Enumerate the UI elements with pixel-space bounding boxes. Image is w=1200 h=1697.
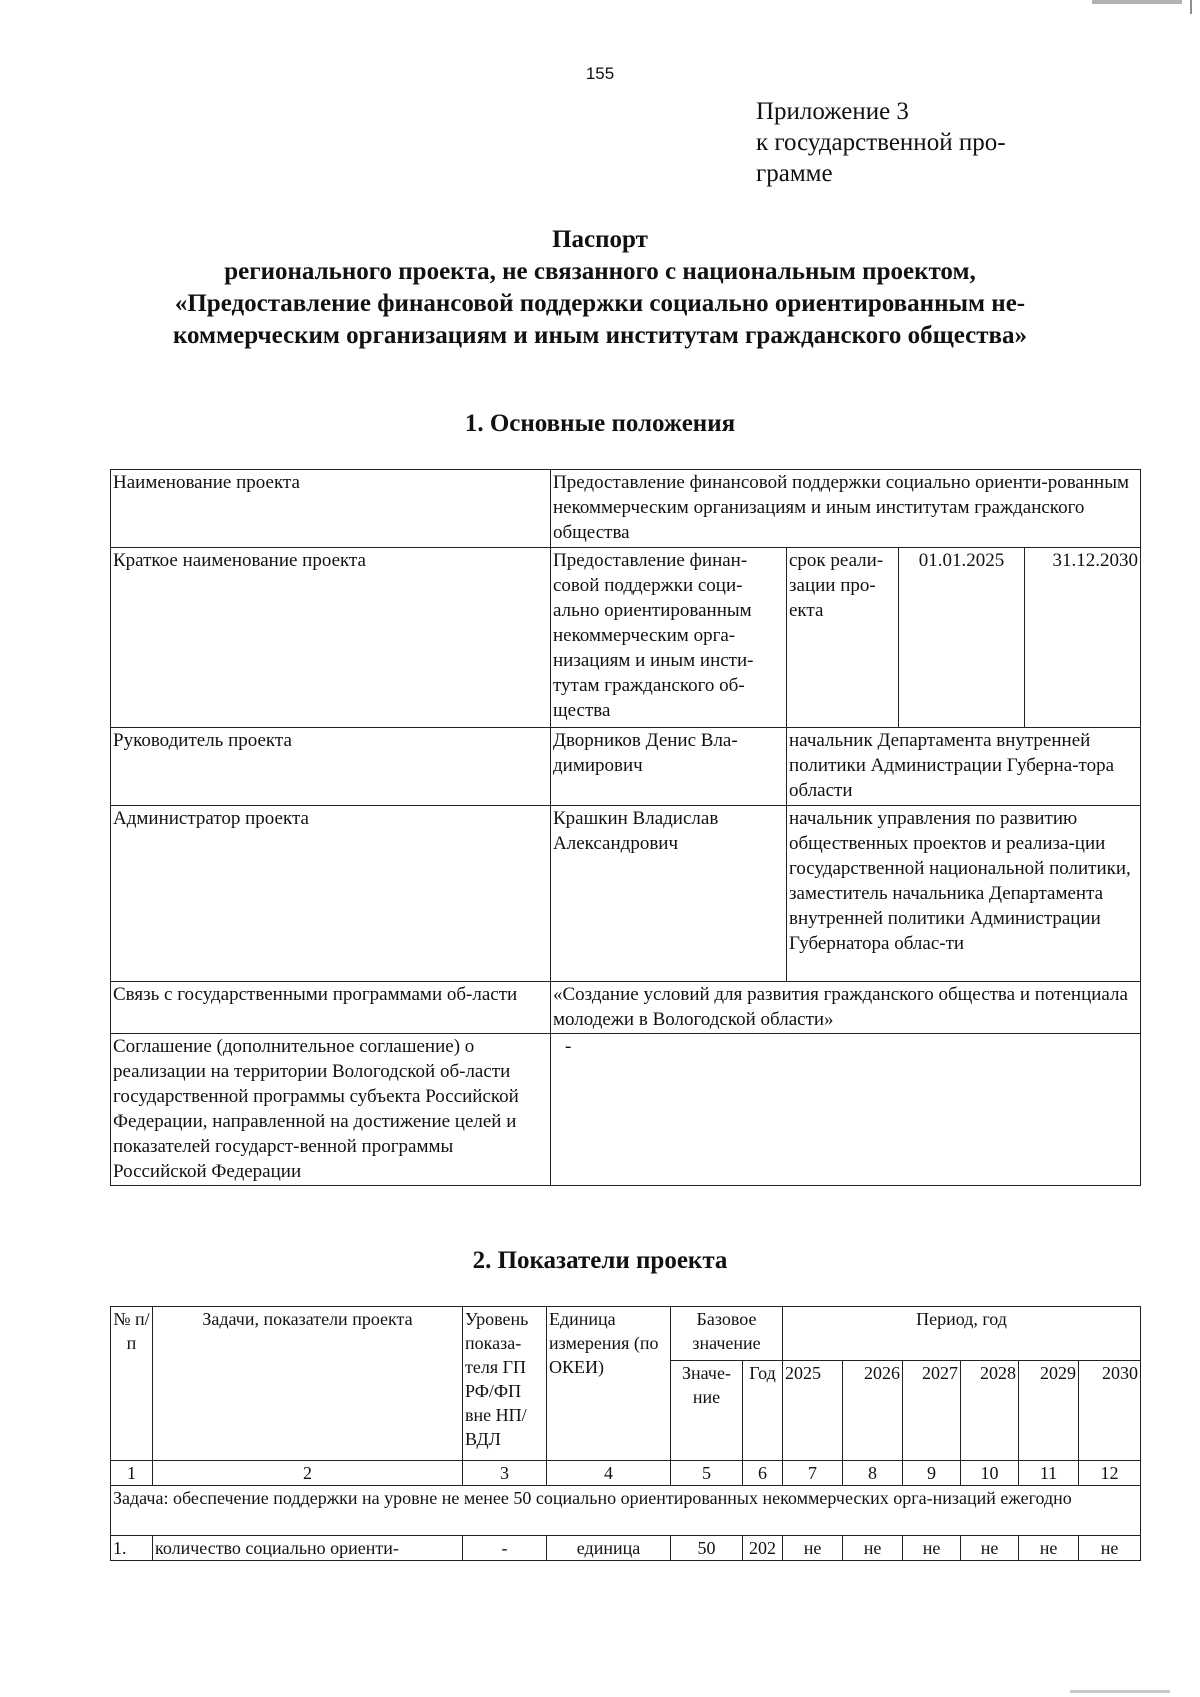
- basic-provisions-table: [110, 469, 1141, 1186]
- year-header: 2028: [961, 1361, 1019, 1461]
- table-cell: Крашкин Владислав Александрович: [551, 806, 787, 982]
- column-number: 4: [547, 1461, 671, 1486]
- title-line: «Предоставление финансовой поддержки социально ориентированным не-: [174, 290, 1026, 317]
- table-cell: 31.12.2030: [1025, 548, 1141, 728]
- document-title: [60, 224, 1140, 352]
- year-header: 2030: [1079, 1361, 1141, 1461]
- table-cell: не: [783, 1536, 843, 1561]
- table-cell: единица: [547, 1536, 671, 1561]
- table-cell: -: [463, 1536, 547, 1561]
- section-heading: 1. Основные положения: [464, 410, 736, 437]
- column-number: 2: [153, 1461, 463, 1486]
- table-cell: 01.01.2025: [899, 548, 1025, 728]
- table-cell: 50: [671, 1536, 743, 1561]
- year-header: 2029: [1019, 1361, 1079, 1461]
- column-number: 9: [903, 1461, 961, 1486]
- table-cell: количество социально ориенти-: [153, 1536, 463, 1561]
- header-cell: № п/п: [111, 1307, 153, 1461]
- table-cell: Связь с государственными программами об-ласти: [111, 982, 551, 1034]
- column-number: 12: [1079, 1461, 1141, 1486]
- table-cell: Соглашение (дополнительное соглашение) о реализации на территории Вологодской об-ласти государственной программы субъекта Российской Федерации, направленной на достижение целей и показателей государст-венной программы Российской Федерации: [111, 1034, 551, 1186]
- header-cell: Задачи, показатели проекта: [153, 1307, 463, 1461]
- column-number: 11: [1019, 1461, 1079, 1486]
- header-cell: Период, год: [783, 1307, 1141, 1361]
- column-number: 5: [671, 1461, 743, 1486]
- table-cell: не: [961, 1536, 1019, 1561]
- table-cell: «Создание условий для развития гражданского общества и потенциала молодежи в Вологодской области»: [551, 982, 1141, 1034]
- table-cell: 202: [743, 1536, 783, 1561]
- scan-artifact: [1190, 0, 1192, 14]
- year-header: 2025: [783, 1361, 843, 1461]
- year-header: 2026: [843, 1361, 903, 1461]
- page-number: 155: [585, 64, 615, 83]
- title-line: коммерческим организациям и иным институтам гражданского общества»: [172, 322, 1028, 349]
- appendix-line: Приложение 3: [756, 98, 909, 125]
- appendix-note: [756, 96, 1086, 189]
- table-cell: Администратор проекта: [111, 806, 551, 982]
- table-cell: Руководитель проекта: [111, 728, 551, 806]
- table-cell: начальник Департамента внутренней политики Администрации Губерна-тора области: [787, 728, 1141, 806]
- table-cell: Предоставление финан-совой поддержки соци-ально ориентированным некоммерческим орга-низациям и иным инсти-тутам гражданского об-щества: [551, 548, 787, 728]
- appendix-line: к государственной про-: [756, 129, 1006, 156]
- section-heading: 2. Показатели проекта: [472, 1247, 728, 1274]
- column-number: 6: [743, 1461, 783, 1486]
- header-cell: Базовое значение: [671, 1307, 783, 1361]
- header-cell: Единица измерения (по ОКЕИ): [547, 1307, 671, 1461]
- table-cell: Дворников Денис Вла-димирович: [551, 728, 787, 806]
- header-cell: Год: [743, 1361, 783, 1461]
- column-number: 3: [463, 1461, 547, 1486]
- table-cell: начальник управления по развитию общественных проектов и реализа-ции государственной национальной политики, заместитель начальника Департамента внутренней политики Администрации Губернатора облас-ти: [787, 806, 1141, 982]
- title-line: регионального проекта, не связанного с национальным проектом,: [224, 258, 976, 285]
- scan-artifact: [1092, 0, 1182, 4]
- task-row: Задача: обеспечение поддержки на уровне не менее 50 социально ориентированных некоммерческих орга-низаций ежегодно: [111, 1486, 1141, 1536]
- appendix-line: грамме: [756, 160, 833, 187]
- table-cell: срок реали-зации про-екта: [787, 548, 899, 728]
- table-cell: не: [903, 1536, 961, 1561]
- year-header: 2027: [903, 1361, 961, 1461]
- header-cell: Значе-ние: [671, 1361, 743, 1461]
- scan-artifact: [1070, 1690, 1170, 1693]
- header-cell: Уровень показа-теля ГП РФ/ФП вне НП/ВДЛ: [463, 1307, 547, 1461]
- table-cell: Предоставление финансовой поддержки социально ориенти-рованным некоммерческим организациям и иным институтам гражданского общества: [551, 470, 1141, 548]
- table-cell: 1.: [111, 1536, 153, 1561]
- project-indicators-table: [110, 1306, 1141, 1561]
- column-number: 7: [783, 1461, 843, 1486]
- column-number: 10: [961, 1461, 1019, 1486]
- table-cell: -: [551, 1034, 1141, 1186]
- table-cell: Краткое наименование проекта: [111, 548, 551, 728]
- table-cell: не: [1079, 1536, 1141, 1561]
- column-number: 1: [111, 1461, 153, 1486]
- title-line: Паспорт: [552, 226, 648, 253]
- table-cell: Наименование проекта: [111, 470, 551, 548]
- table-cell: не: [1019, 1536, 1079, 1561]
- column-number: 8: [843, 1461, 903, 1486]
- table-cell: не: [843, 1536, 903, 1561]
